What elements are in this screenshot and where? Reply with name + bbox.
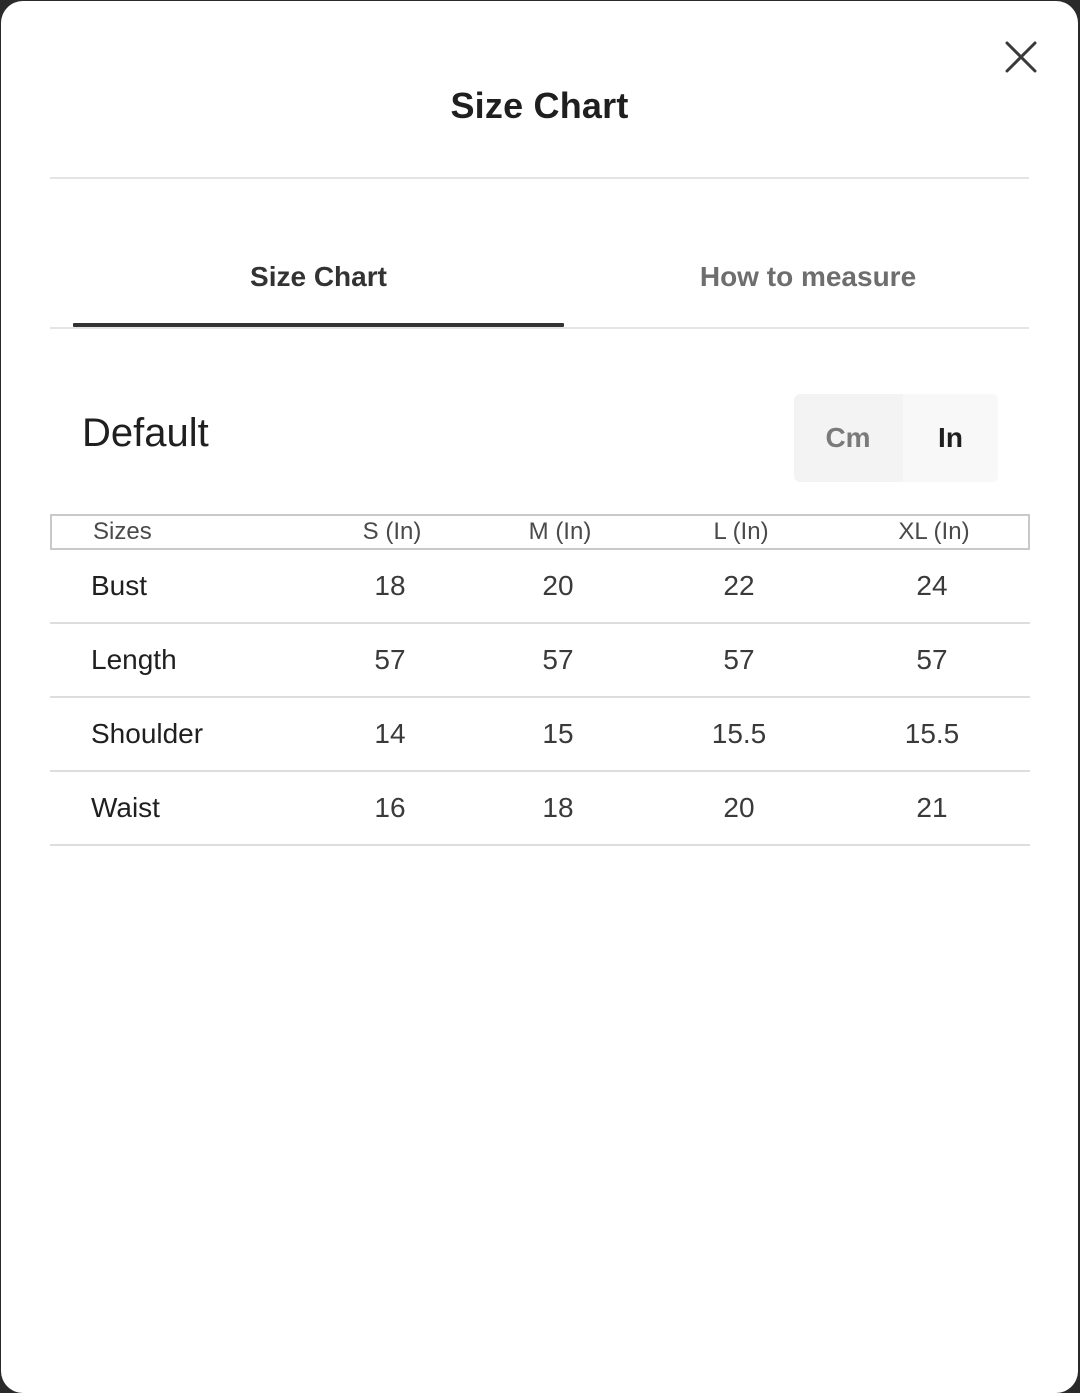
- table-cell: 16: [374, 792, 406, 823]
- table-cell: 57: [723, 644, 755, 675]
- close-icon: [1001, 37, 1041, 77]
- row-label: Length: [91, 644, 177, 675]
- row-label: Waist: [91, 792, 160, 823]
- header-divider: [50, 177, 1029, 179]
- table-cell: 57: [542, 644, 574, 675]
- table-cell: 15.5: [904, 718, 960, 749]
- unit-option-cm[interactable]: Cm: [825, 422, 871, 453]
- table-cell: 18: [542, 792, 574, 823]
- row-label: Shoulder: [91, 718, 204, 749]
- tab-bar: [50, 241, 1029, 329]
- column-header: XL (In): [898, 518, 970, 545]
- table-cell: 15.5: [711, 718, 767, 749]
- close-button[interactable]: [1001, 37, 1041, 77]
- unit-option-in[interactable]: In: [903, 394, 998, 482]
- column-header: L (In): [713, 518, 769, 545]
- table-cell: 57: [374, 644, 406, 675]
- tabs-divider: [50, 327, 1029, 329]
- table-cell: 15: [542, 718, 574, 749]
- table-cell: 20: [542, 570, 574, 601]
- column-header: Sizes: [93, 518, 152, 545]
- row-label: Bust: [91, 570, 148, 601]
- table-cell: 20: [723, 792, 755, 823]
- tab-size-chart[interactable]: Size Chart: [250, 261, 387, 292]
- table-row: [50, 698, 1030, 772]
- tab-how-to-measure[interactable]: How to measure: [699, 261, 917, 292]
- table-cell: 14: [374, 718, 406, 749]
- section-title: Default: [82, 411, 209, 455]
- column-header: M (In): [528, 518, 592, 545]
- modal-title: Size Chart: [450, 85, 629, 126]
- table-cell: 24: [916, 570, 948, 601]
- table-row: [50, 550, 1030, 624]
- size-table: [50, 514, 1030, 846]
- table-header-row: [50, 514, 1030, 550]
- table-cell: 21: [916, 792, 948, 823]
- size-chart-modal: [1, 1, 1078, 1393]
- table-row: [50, 624, 1030, 698]
- column-header: S (In): [362, 518, 422, 545]
- table-row: [50, 772, 1030, 846]
- table-cell: 18: [374, 570, 406, 601]
- table-cell: 57: [916, 644, 948, 675]
- unit-toggle: [794, 394, 998, 482]
- table-cell: 22: [723, 570, 755, 601]
